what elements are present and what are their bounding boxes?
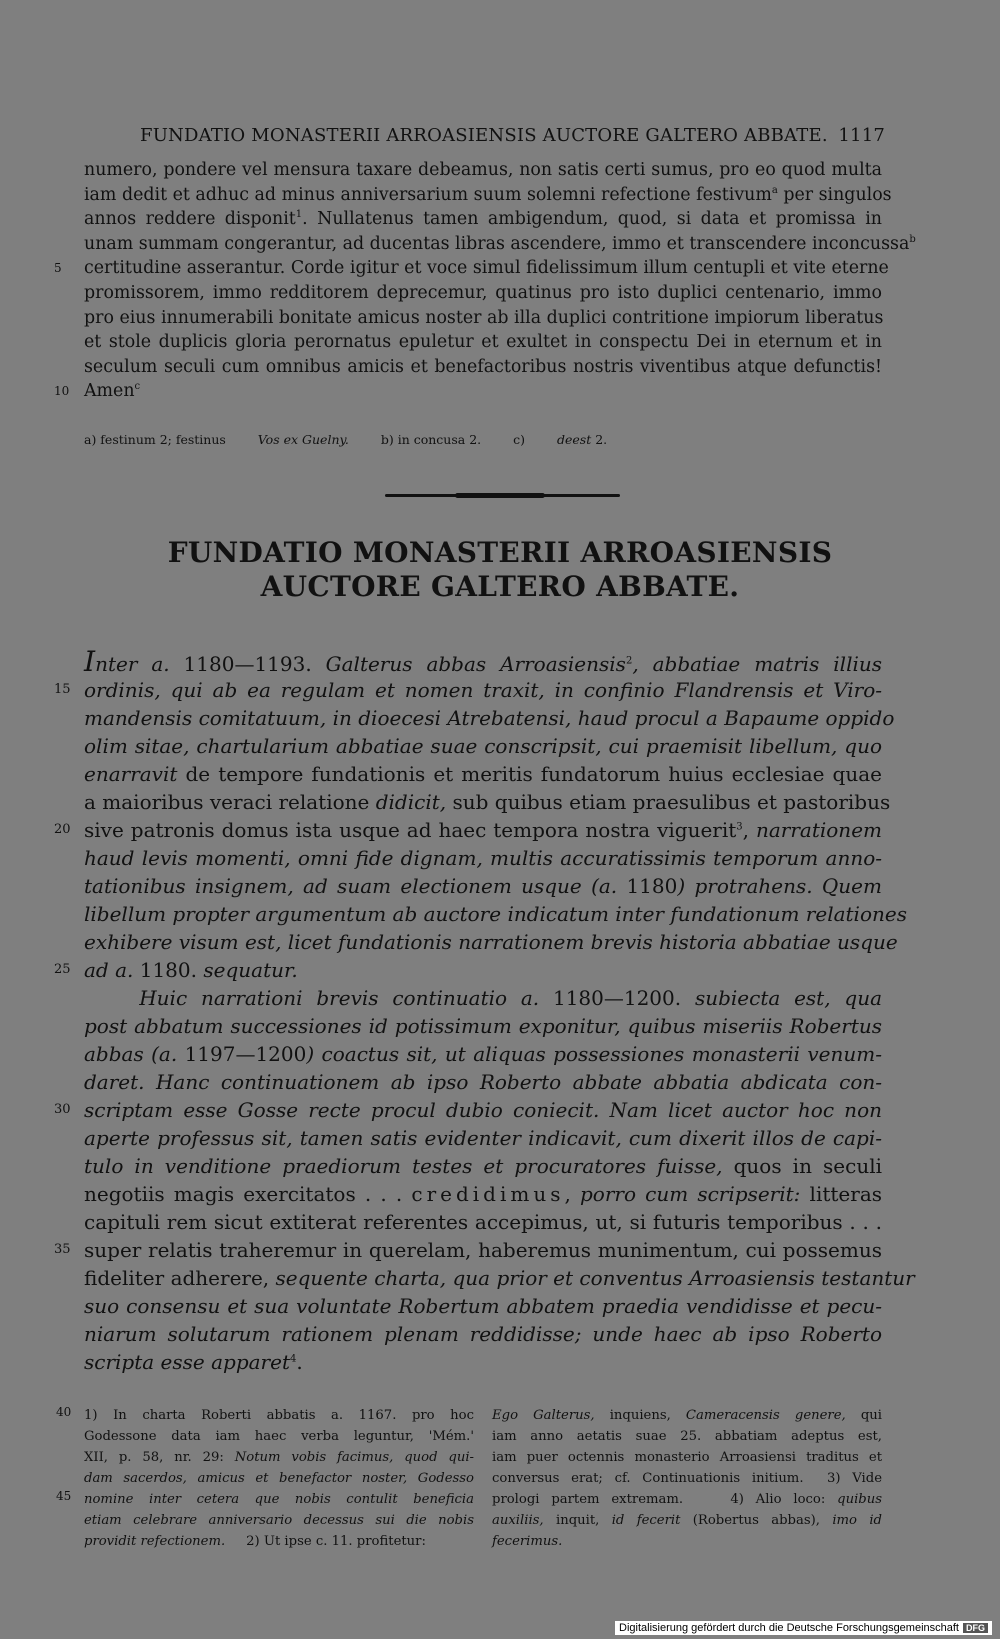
continuation-text (54, 158, 916, 404)
text-line: negotiis magis exercitatos . . . credidimus, porro cum scripserit: litteras (84, 1182, 883, 1206)
text-line: haud levis momenti, omni fide dignam, multis accuratissimis temporum anno- (84, 846, 882, 870)
footnote-column-right: Ego Galterus, inquiens, Cameracensis genere, qui iam anno aetatis suae 25. abbatiam adeptus est, iam puer octennis monasterio Arroasiensi traditus et conversus erat; cf. Continuationis initium. 3) Vide prologi partem extremam. 4) Alio loco: quibus auxiliis, inquit, id fecerit (Robertus abbas), imo id fecerimus. (492, 1408, 882, 1549)
line-number: 15 (54, 682, 71, 697)
line-number: 20 (54, 822, 71, 837)
text-line: 35 super relatis traheremur in querelam, haberemus munimentum, cui possemus (54, 1238, 882, 1262)
text-line: unam summam congerantur, ad ducentas libras ascendere, immo et transcendere inconcussa$^b$ (84, 233, 916, 254)
text-line: libellum propter argumentum ab auctore indicatum inter fundationum relationes (84, 902, 907, 926)
introduction-text (54, 645, 915, 1376)
text-line: seculum seculi cum omnibus amicis et benefactoribus nostris viventibus atque defunctis! (84, 356, 882, 377)
chapter-title-line-2: AUCTORE GALTERO ABBATE. (260, 570, 740, 603)
text-line: scripta esse apparet$^4$. (84, 1350, 303, 1374)
digitization-credit (615, 1621, 992, 1635)
footnote-a: a) festinum 2; festinus Vos ex Guelny. (84, 432, 349, 447)
text-line: numero, pondere vel mensura taxare debeamus, non satis certi sumus, pro eo quod multa (84, 160, 882, 180)
running-head-title: FUNDATIO MONASTERII ARROASIENSIS AUCTORE GALTERO ABBATE. (140, 125, 828, 146)
text-line: Huic narrationi brevis continuatio a. 1180—1200. subiecta est, qua (84, 986, 882, 1010)
text-line: 5 certitudine asserantur. Corde igitur et voce simul fidelissimum illum centupli et vite eterne (84, 256, 882, 281)
text-line: 25 ad a. 1180. sequatur. (54, 958, 298, 982)
footnote-column-left: 1) In charta Roberti abbatis a. 1167. pro hoc Godessone data iam haec verba leguntur, 'Mém.' XII, p. 58, nr. 29: Notum vobis facimus, quod qui- dam sacerdos, amicus et benefactor noster, Godesso nomine inter cetera que nobis contulit beneficia etiam celebrare anniversario decessus sui die nobis providit refectionem. 2) Ut ipse c. 11. profitetur: (84, 1408, 475, 1549)
text-line: niarum solutarum rationem plenam reddidisse; unde haec ab ipso Roberto (84, 1322, 882, 1346)
text-line: abbas (a. 1197—1200) coactus sit, ut aliquas possessiones monasterii venum- (84, 1042, 882, 1066)
dfg-logo: DFG (963, 1623, 988, 1633)
text-line: a maioribus veraci relatione didicit, sub quibus etiam praesulibus et pastoribus (84, 790, 891, 814)
text-line: olim sitae, chartularium abbatiae suae conscripsit, cui praemisit libellum, quo (84, 734, 882, 758)
line-number: 45 (56, 1489, 72, 1503)
line-number: 10 (54, 384, 70, 399)
text-line: annos reddere disponit$^1$. Nullatenus tamen ambigendum, quod, si data et promissa in (84, 209, 882, 230)
text-line: 30 scriptam esse Gosse recte procul dubio coniecit. Nam licet auctor hoc non (54, 1098, 882, 1122)
text-line: exhibere visum est, licet fundationis narrationem brevis historia abbatiae usque (84, 930, 898, 954)
line-number: 30 (54, 1102, 71, 1117)
section-divider (385, 494, 620, 497)
text-line: tulo in venditione praediorum testes et procuratores fuisse, quos in seculi (84, 1154, 882, 1178)
line-number: 25 (54, 962, 71, 977)
text-line: Inter a. 1180—1193. Galterus abbas Arroasiensis$^2$, abbatiae matris illius (84, 645, 883, 678)
footnote-mark: a (771, 184, 778, 196)
text-line: iam dedit et adhuc ad minus anniversarium suum solemni refectione festivum$^a$ per singulos (84, 184, 892, 205)
text-line: fideliter adherere, sequente charta, qua prior et conventus Arroasiensis testantur (84, 1266, 915, 1290)
text-line: promissorem, immo redditorem deprecemur, quatinus pro isto duplici centenario, immo (84, 282, 882, 303)
text-line: 20 sive patronis domus ista usque ad haec tempora nostra viguerit$^3$, narrationem (54, 818, 882, 842)
footnote-b: b) in concusa 2. (380, 432, 482, 447)
text-line: pro eius innumerabili bonitate amicus noster ab illa duplici contritione impiorum liberatus (84, 307, 884, 328)
text-line: mandensis comitatuum, in dioecesi Atrebatensi, haud procul a Bapaume oppido (84, 706, 895, 730)
line-number: 40 (56, 1405, 72, 1419)
footnote-mark: c (134, 381, 141, 393)
footnote-mark: b (909, 233, 916, 245)
text-line: daret. Hanc continuationem ab ipso Roberto abbate abbatia abdicata con- (84, 1070, 882, 1094)
text-line: suo consensu et sua voluntate Robertum abbatem praedia vendidisse et pecu- (84, 1294, 882, 1318)
footnotes-top (84, 432, 663, 447)
text-line: post abbatum successiones id potissimum exponitur, quibus miseriis Robertus (84, 1014, 882, 1038)
text-line: enarravit de tempore fundationis et meritis fundatorum huius ecclesiae quae (84, 762, 882, 786)
digitization-note: Digitalisierung gefördert durch die Deutsche Forschungsgemeinschaft (619, 1622, 959, 1634)
line-number: 35 (54, 1242, 71, 1257)
text-line: 15 ordinis, qui ab ea regulam et nomen traxit, in confinio Flandrensis et Viro- (54, 678, 882, 702)
page-number: 1117 (838, 125, 885, 146)
text-line: tationibus insignem, ad suam electionem usque (a. 1180) protrahens. Quem (84, 874, 882, 898)
text-line: aperte professus sit, tamen satis evidenter indicavit, cum dixerit illos de capi- (84, 1126, 882, 1150)
line-number: 5 (54, 261, 62, 276)
text-line: capituli rem sicut extiterat referentes accepimus, ut, si futuris temporibus . . . (84, 1210, 882, 1234)
footnote-mark: 1 (295, 209, 303, 221)
text-line: 10 Amen$^c$ (84, 379, 882, 404)
text-line: et stole duplicis gloria perornatus epuletur et exultet in conspectu Dei in eternum et in (84, 332, 882, 353)
running-head (140, 125, 885, 146)
footnote-c: c) deest 2. (513, 432, 608, 447)
chapter-title-line-1: FUNDATIO MONASTERII ARROASIENSIS (167, 536, 833, 569)
